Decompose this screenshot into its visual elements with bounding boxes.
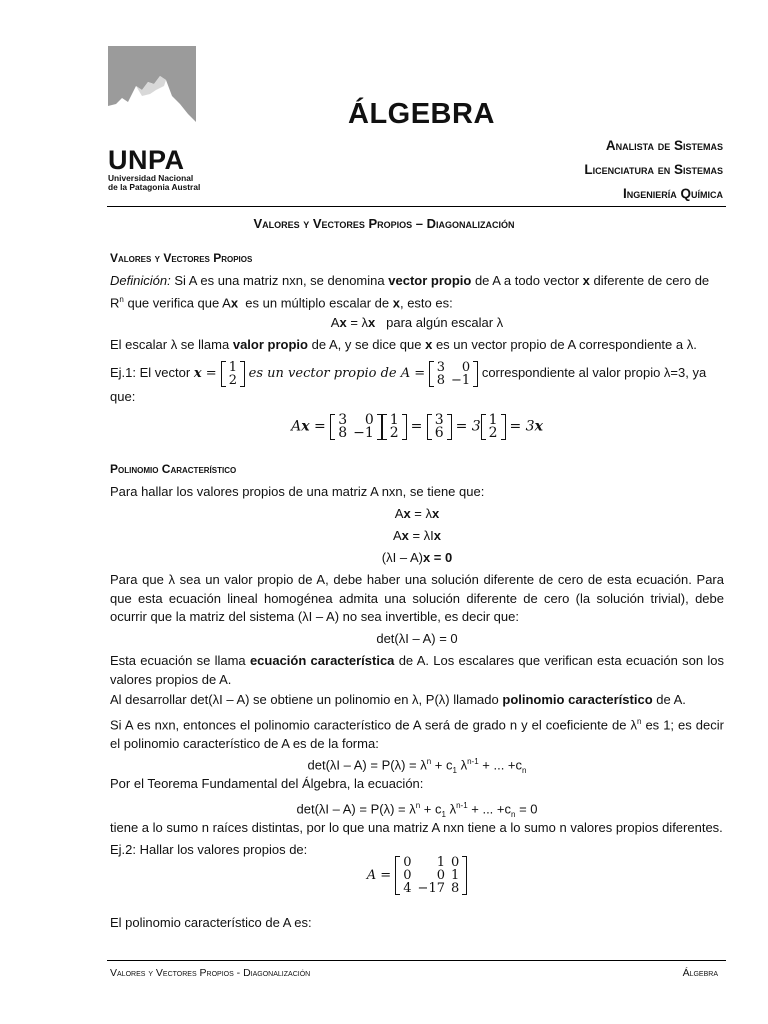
para-paragraph: Para que λ sea un valor propio de A, debe haber una solución diferente de cero de esta ecuación. Para que esta ecuación lineal homogénea admita una solución diferente de cero (la solución trivial), debe ocurrir que la matriz del sistema (λI – A) no sea invertible, es decir que: — [110, 572, 724, 624]
career-3: Ingeniería Química — [622, 186, 723, 201]
definition-paragraph: Definición: Si A es una matriz nxn, se denomina vector propio de A a todo vector x diferente de cero de $R^n$ que verifica que Ax es un múltiplo escalar de x, esto es: — [110, 273, 710, 310]
desarrollar-paragraph: Al desarrollar det(λI – A) se obtiene un polinomio en λ, P(λ) llamado polinomio característico de A. — [110, 692, 686, 707]
eq-homog: (λI – A)x = 0 — [381, 550, 453, 565]
eigen-equation: Ax = λx para algún escalar λ — [330, 315, 504, 330]
eq-poly-zero: $\det(\lambda I - A) = P(\lambda) = \lambda^n + c_1$ $\lambda^{n-1}$ + ... $+c_n = 0$ — [296, 801, 538, 819]
example-1: Ej.1: El vector x = 1 2 es un vector propio de A = 3 0 8 −1 correspondiente al valor propio λ=3, ya — [110, 359, 707, 388]
footer-divider — [107, 960, 726, 961]
career-2: Licenciatura en Sistemas — [584, 162, 723, 177]
unpa-logo-mountain — [108, 46, 196, 144]
career-1: Analista de Sistemas — [605, 138, 723, 153]
org-subtitle: Universidad Nacional de la Patagonia Austral — [108, 173, 201, 192]
valor-propio-paragraph: El escalar λ se llama valor propio de A, y se dice que x es un vector propio de A correspondiente a λ. — [110, 337, 697, 352]
page-title: ÁLGEBRA — [348, 98, 495, 130]
example-1-tail: que: — [110, 389, 136, 404]
polinomio-paragraph: El polinomio característico de A es: — [110, 915, 312, 930]
tiene-paragraph: tiene a lo sumo n raíces distintas, por lo que una matriz A nxn tiene a lo sumo n valores propios diferentes. — [110, 820, 723, 835]
footer-left: Valores y Vectores Propios - Diagonalización — [110, 967, 311, 979]
eq-ax-lix: Ax = λIx — [392, 528, 442, 543]
ecuacion-paragraph: Esta ecuación se llama ecuación característica de A. Los escalares que verifican esta ecuación son los valores propios de A. — [110, 653, 724, 687]
eq-poly: $\det(\lambda I - A) = P(\lambda) = \lambda^n + c_1$ $\lambda^{n-1}$ + ... $+c_n$ — [307, 757, 527, 775]
footer-right: Álgebra — [682, 967, 718, 979]
example-2: Ej.2: Hallar los valores propios de: — [110, 842, 308, 857]
example-1-product: Ax = 3 0 8 −1 1 2 = 3 6 = 3 1 2 = 3x — [291, 412, 543, 441]
subheading-valores: Valores y Vectores Propios — [110, 251, 253, 265]
header-divider — [107, 206, 726, 207]
eq-det: det(λI – A) = 0 — [376, 631, 458, 646]
teorema-paragraph: Por el Teorema Fundamental del Álgebra, la ecuación: — [110, 776, 424, 791]
hallar-paragraph: Para hallar los valores propios de una matriz A nxn, se tiene que: — [110, 484, 485, 499]
example-2-matrix: A = 0 1 0 0 0 1 4 −17 8 — [110, 856, 724, 895]
grado-paragraph: Si A es nxn, entonces el polinomio característico de A será de grado n y el coeficiente de $\lambda^n$ es 1; es decir el polinomio característico de A es de la forma: — [110, 717, 724, 751]
eq-ax-lx: Ax = λx — [394, 506, 440, 521]
subheading-polinomio: Polinomio Característico — [110, 462, 237, 476]
org-name: UNPA — [108, 145, 185, 175]
section-title: Valores y Vectores Propios – Diagonalización — [253, 216, 515, 231]
